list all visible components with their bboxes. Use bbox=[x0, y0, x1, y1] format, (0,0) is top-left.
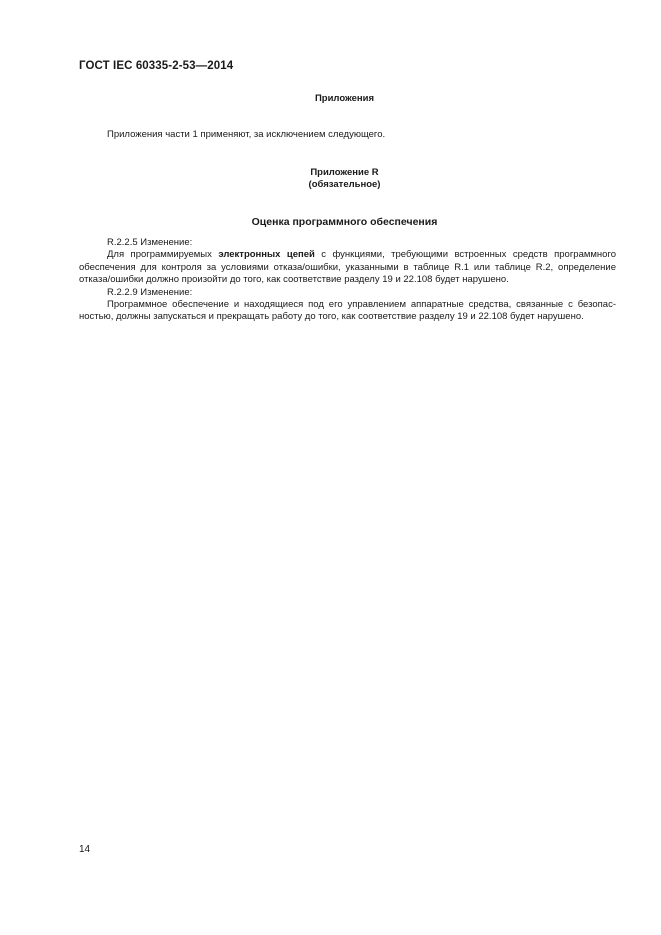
appendices-heading: Приложения bbox=[314, 93, 375, 104]
annex-status: (обязательное) bbox=[308, 179, 381, 190]
clause-r229-label: R.2.2.9 Изменение: bbox=[107, 286, 193, 298]
clause-r229-line-1: Программное обеспечение и находящиеся под его управлением аппаратные средства, связанные с безопас- bbox=[107, 299, 616, 311]
page-number: 14 bbox=[79, 844, 91, 855]
clause-r225-line-3: отказа/ошибки должно произойти до того, как соответствие разделу 19 и 22.108 будет нарушено. bbox=[79, 274, 509, 286]
clause-r225-line-1-prefix: Для программируемых bbox=[107, 249, 219, 261]
clause-r225-label: R.2.2.5 Изменение: bbox=[107, 237, 193, 248]
clause-r225-line-2: обеспечения для контроля за условиями отказа/ошибки, указанными в таблице R.1 или таблице R.2, определение bbox=[79, 261, 616, 273]
annex-name: Оценка программного обеспечения bbox=[251, 216, 438, 228]
appendices-intro-text: Приложения части 1 применяют, за исключением следующего. bbox=[107, 129, 386, 140]
annex-title-block bbox=[14, 167, 661, 191]
clause-r225-line-1-suffix: с функциями, требующими встроенных средств программного bbox=[314, 249, 616, 261]
clause-r225-term: электронных цепей bbox=[218, 249, 315, 261]
document-standard-id: ГОСТ IEC 60335-2-53—2014 bbox=[79, 60, 234, 72]
clause-r229-line-2: ностью, должны запускаться и прекращать работу до того, как соответствие разделу 19 и 22.108 будет нарушено. bbox=[79, 311, 584, 323]
annex-title: Приложение R bbox=[310, 167, 379, 178]
annex-body bbox=[79, 237, 616, 324]
clause-r225-line-1 bbox=[79, 249, 616, 261]
